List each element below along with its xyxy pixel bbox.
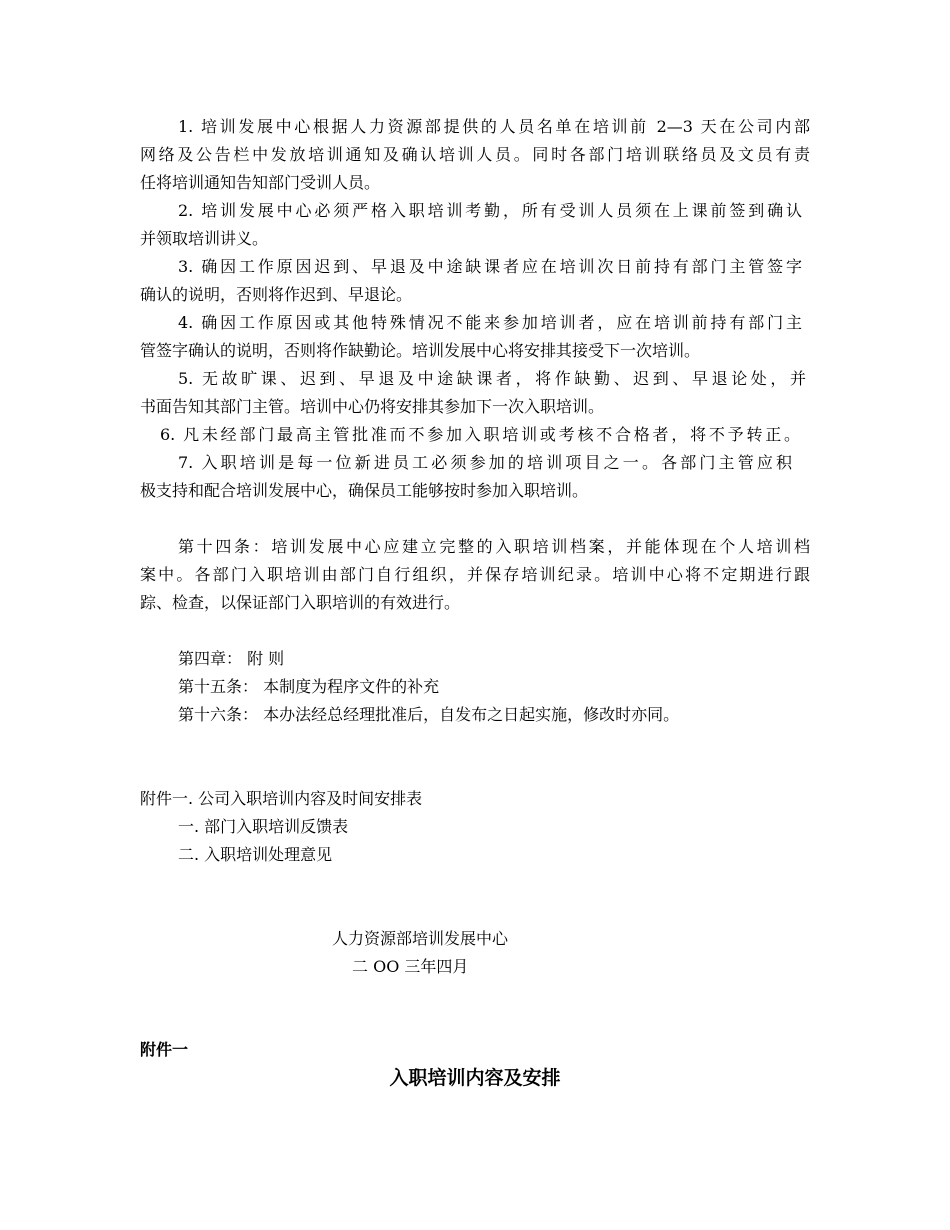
attachment-item-2: 一. 部门入职培训反馈表 [178,817,349,836]
rule-6-line-1: 6. 凡未经部门最高主管批准而不参加入职培训或考核不合格者，将不予转正。 [160,425,800,444]
signature-date: 二 OO 三年四月 [352,957,469,976]
rule-3-line-2: 确认的说明，否则将作迟到、早退论。 [140,285,413,304]
rule-3-line-1: 3. 确因工作原因迟到、早退及中途缺课者应在培训次日前持有部门主管签字 [178,257,802,276]
attachment-item-3: 二. 入职培训处理意见 [178,845,333,864]
rule-7-line-2: 极支持和配合培训发展中心，确保员工能够按时参加入职培训。 [140,481,589,500]
rule-2-line-1: 2. 培训发展中心必须严格入职培训考勤，所有受训人员须在上课前签到确认 [178,201,802,220]
attachment-item-1: 附件一. 公司入职培训内容及时间安排表 [140,789,423,808]
rule-4-line-2: 管签字确认的说明，否则将作缺勤论。培训发展中心将安排其接受下一次培训。 [140,341,701,360]
rule-7-line-1: 7. 入职培训是每一位新进员工必须参加的培训项目之一。各部门主管应积 [178,453,792,472]
article-16: 第十六条： 本办法经总经理批准后，自发布之日起实施，修改时亦同。 [178,705,680,724]
rule-1-line-1: 1. 培训发展中心根据人力资源部提供的人员名单在培训前 2—3 天在公司内部 [178,117,810,136]
appendix-label: 附件一 [140,1040,189,1059]
rule-4-line-1: 4. 确因工作原因或其他特殊情况不能来参加培训者，应在培训前持有部门主 [178,313,802,332]
rule-5-line-2: 书面告知其部门主管。培训中心仍将安排其参加下一次入职培训。 [140,397,605,416]
rule-1-line-3: 任将培训通知告知部门受训人员。 [140,173,381,192]
signature-org: 人力资源部培训发展中心 [332,929,509,948]
rule-1-line-2: 网络及公告栏中发放培训通知及确认培训人员。同时各部门培训联络员及文员有责 [140,145,810,164]
article-14-line-1: 第十四条：培训发展中心应建立完整的入职培训档案，并能体现在个人培训档 [178,537,810,556]
article-14-line-2: 案中。各部门入职培训由部门自行组织，并保存培训纪录。培训中心将不定期进行跟 [140,565,810,584]
rule-5-line-1: 5. 无故旷课、迟到、早退及中途缺课者，将作缺勤、迟到、早退论处，并 [178,369,806,388]
rule-2-line-2: 并领取培训讲义。 [140,229,269,248]
appendix-title: 入职培训内容及安排 [389,1067,561,1089]
chapter-4-heading: 第四章： 附 则 [178,649,285,668]
article-15: 第十五条： 本制度为程序文件的补充 [178,677,440,696]
article-14-line-3: 踪、检查，以保证部门入职培训的有效进行。 [140,593,461,612]
